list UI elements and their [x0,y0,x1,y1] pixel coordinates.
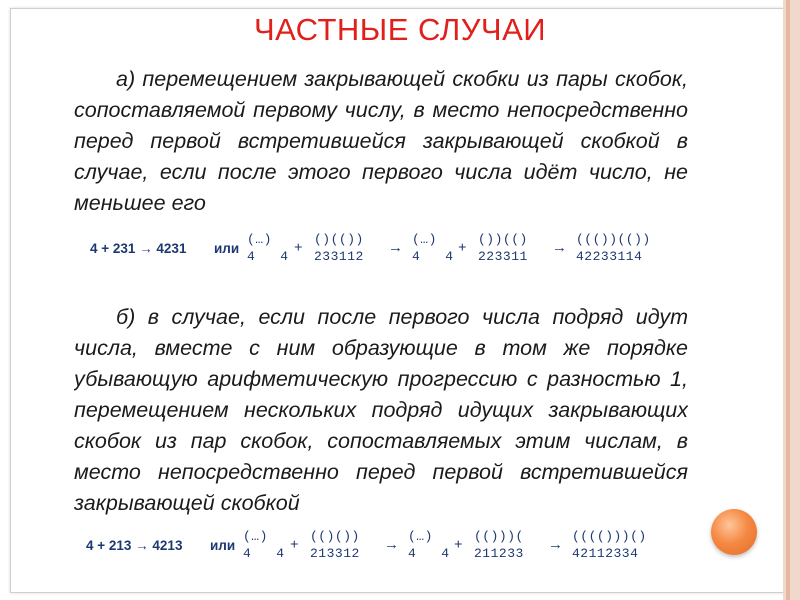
bracket-sequence: ()(()) [314,232,364,247]
number-sequence: 4 4 [408,546,450,561]
plus-sign: + [290,537,299,553]
number-sequence: 4 4 [412,249,454,264]
bracket-sequence: (…) [247,232,272,247]
bracket-sequence: ())(() [478,232,528,247]
bracket-sequence: (()()) [310,529,360,544]
bracket-sequence: (((()))() [572,529,647,544]
plus-sign: + [458,240,467,256]
plus-sign: + [454,537,463,553]
formula-b [80,529,684,563]
formula-b-lead: 4 + 213 → 4213 [86,538,183,553]
number-sequence: 42233114 [576,249,643,264]
arrow-sign: → [552,240,567,256]
paragraph-b [74,302,688,538]
formula-a-lead: 4 + 231 → 4231 [90,241,187,256]
paragraph-b-text: б) в случае, если после первого числа подряд идут числа, вместе с ним образующие в том же порядке убывающую арифметическую прогрессию с разностью 1, перемещением нескольких подряд идущих закрывающих скобок из пар скобок, сопоставляемых этим числам, в место непосредственно перед первой встретившейся закрывающей скобкой [74,305,688,515]
number-sequence: 4 4 [247,249,289,264]
number-sequence: 42112334 [572,546,639,561]
bracket-sequence: (…) [243,529,268,544]
orange-circle-icon [711,509,757,555]
arrow-sign: → [548,537,563,553]
number-sequence: 233112 [314,249,364,264]
accent-bar-stripe [786,0,790,600]
paragraph-a-text: а) перемещением закрывающей скобки из пары скобок, сопоставляемой первому числу, в место непосредственно перед первой встретившейся закрывающей скобкой в случае, если после этого первого числа идёт число, не меньшее его [74,67,688,215]
number-sequence: 223311 [478,249,528,264]
formula-a-or: или [214,241,240,256]
formula-a [84,232,684,266]
arrow-sign: → [388,240,403,256]
paragraph-a [74,64,688,250]
bracket-sequence: ((())(()) [576,232,651,247]
number-sequence: 213312 [310,546,360,561]
formula-b-or: или [210,538,236,553]
arrow-sign: → [384,537,399,553]
number-sequence: 4 4 [243,546,285,561]
bracket-sequence: (…) [408,529,433,544]
bracket-sequence: (…) [412,232,437,247]
bracket-sequence: (()))( [474,529,524,544]
plus-sign: + [294,240,303,256]
slide-title: ЧАСТНЫЕ СЛУЧАИ [253,12,547,47]
number-sequence: 211233 [474,546,524,561]
